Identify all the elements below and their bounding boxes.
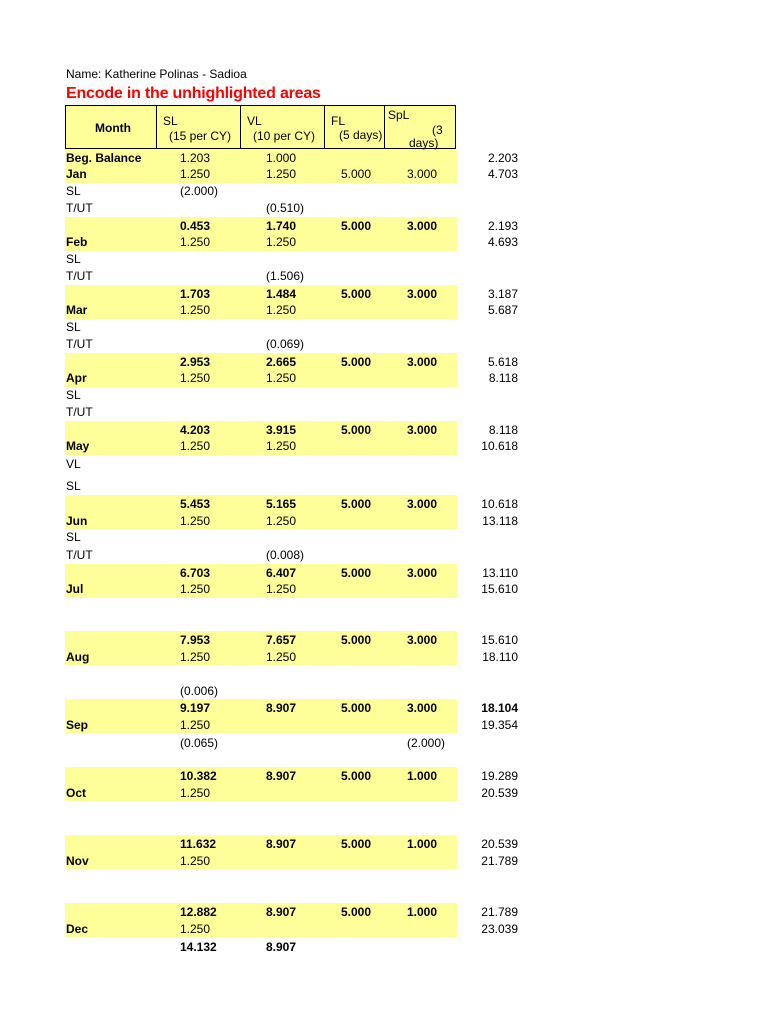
sl-value: 12.882	[180, 905, 217, 919]
spl-value: 3.000	[407, 423, 438, 437]
row-label: T/UT	[66, 548, 93, 562]
vl-value: 6.407	[266, 566, 297, 580]
sl-value: (2.000)	[180, 184, 219, 198]
sl-value: 9.197	[180, 701, 211, 715]
sl-value: 1.203	[180, 151, 211, 165]
fl-value: 5.000	[341, 287, 372, 301]
total-value: 21.789	[481, 854, 518, 868]
highlight-band	[65, 421, 457, 455]
sl-value: 1.250	[180, 303, 211, 317]
vl-value: 1.250	[266, 514, 297, 528]
spl-value: 3.000	[407, 701, 438, 715]
row-label: Jul	[66, 582, 84, 596]
header-vl-sub: (10 per CY)	[253, 129, 316, 143]
sl-value: 1.250	[180, 854, 211, 868]
spl-value: 3.000	[407, 167, 438, 181]
row-label: T/UT	[66, 405, 93, 419]
row-label: Beg. Balance	[66, 151, 142, 165]
sl-value: 10.382	[180, 769, 217, 783]
vl-value: 1.250	[266, 167, 297, 181]
sl-value: 1.250	[180, 514, 211, 528]
row-label: Aug	[66, 650, 90, 664]
row-label: Mar	[66, 303, 88, 317]
header-sl	[157, 106, 241, 148]
total-value: 23.039	[481, 922, 518, 936]
fl-value: 5.000	[341, 701, 372, 715]
row-label: Dec	[66, 922, 89, 936]
sl-value: 1.250	[180, 371, 211, 385]
vl-value: 8.907	[266, 940, 297, 954]
row-label: SL	[66, 388, 81, 402]
vl-value: 1.250	[266, 650, 297, 664]
row-label: Jun	[66, 514, 88, 528]
vl-value: 2.665	[266, 355, 297, 369]
total-value: 13.118	[482, 514, 518, 528]
sl-value: 5.453	[180, 497, 211, 511]
total-value: 13.110	[482, 566, 518, 580]
highlight-band	[65, 631, 457, 665]
row-label: Oct	[66, 786, 87, 800]
total-value: 10.618	[481, 497, 518, 511]
row-label: T/UT	[66, 201, 93, 215]
vl-value: (1.506)	[266, 269, 305, 283]
header-spl-sub: (3	[432, 123, 443, 137]
fl-value: 5.000	[341, 497, 372, 511]
vl-value: 8.907	[266, 701, 297, 715]
total-value: 10.618	[481, 439, 518, 453]
total-value: 4.703	[487, 167, 518, 181]
vl-value: 5.165	[266, 497, 297, 511]
vl-value: 8.907	[266, 905, 297, 919]
sl-value: 1.250	[180, 650, 211, 664]
spl-value: 3.000	[407, 497, 438, 511]
total-value: 19.354	[481, 718, 518, 732]
total-value: 18.104	[481, 701, 518, 715]
vl-value: 7.657	[266, 633, 297, 647]
row-label: T/UT	[66, 269, 93, 283]
fl-value: 5.000	[341, 837, 372, 851]
row-label: Jan	[66, 167, 87, 181]
total-value: 2.203	[487, 151, 518, 165]
sl-value: 1.250	[180, 786, 211, 800]
vl-value: 1.250	[266, 303, 297, 317]
total-value: 15.610	[481, 633, 518, 647]
vl-value: 8.907	[266, 769, 297, 783]
header-spl-sub-2: days)	[409, 136, 439, 150]
header-spl	[385, 106, 455, 148]
total-value: 15.610	[481, 582, 518, 596]
spl-value: 1.000	[407, 769, 438, 783]
spl-value: 3.000	[407, 355, 438, 369]
sl-value: 1.250	[180, 439, 211, 453]
highlight-band	[65, 285, 457, 319]
sl-value: (0.065)	[180, 736, 219, 750]
total-value: 3.187	[487, 287, 518, 301]
highlight-band	[65, 353, 457, 387]
instruction-title: Encode in the unhighlighted areas	[66, 85, 321, 102]
sl-value: 6.703	[180, 566, 211, 580]
sl-value: 4.203	[180, 423, 211, 437]
total-value: 5.618	[487, 355, 518, 369]
fl-value: 5.000	[341, 905, 372, 919]
total-value: 20.539	[481, 837, 518, 851]
spl-value: 3.000	[407, 287, 438, 301]
table-header	[65, 105, 456, 149]
spl-value: 3.000	[407, 633, 438, 647]
spl-value: 1.000	[407, 837, 438, 851]
sl-value: 2.953	[180, 355, 211, 369]
fl-value: 5.000	[341, 355, 372, 369]
highlight-band	[65, 564, 457, 598]
vl-value: 1.250	[266, 439, 297, 453]
vl-value: (0.510)	[266, 201, 305, 215]
employee-name: Name: Katherine Polinas - Sadioa	[66, 67, 247, 81]
row-label: Sep	[66, 718, 89, 732]
fl-value: 5.000	[341, 219, 372, 233]
vl-value: 1.250	[266, 371, 297, 385]
spl-value: 3.000	[407, 566, 438, 580]
row-label: SL	[66, 252, 81, 266]
highlight-band	[65, 767, 457, 801]
highlight-band	[65, 903, 457, 937]
total-value: 4.693	[487, 235, 518, 249]
vl-value: 1.740	[266, 219, 297, 233]
fl-value: 5.000	[341, 566, 372, 580]
fl-value: 5.000	[341, 423, 372, 437]
highlight-band	[65, 217, 457, 251]
sl-value: 1.250	[180, 235, 211, 249]
row-label: SL	[66, 320, 81, 334]
sl-value: 0.453	[180, 219, 211, 233]
sl-value: 1.250	[180, 582, 211, 596]
spl-value: 1.000	[407, 905, 438, 919]
highlight-band	[65, 835, 457, 869]
sl-value: 7.953	[180, 633, 211, 647]
spl-value: (2.000)	[407, 736, 446, 750]
vl-value: 8.907	[266, 837, 297, 851]
vl-value: 1.000	[266, 151, 297, 165]
header-vl	[241, 106, 325, 148]
total-value: 5.687	[487, 303, 518, 317]
row-label: SL	[66, 479, 81, 493]
total-value: 21.789	[481, 905, 518, 919]
sl-value: 11.632	[180, 837, 217, 851]
header-fl	[325, 106, 385, 148]
vl-value: 1.484	[266, 287, 297, 301]
header-fl-label: FL	[331, 114, 346, 128]
header-sl-label: SL	[163, 114, 178, 128]
highlight-band	[65, 495, 457, 529]
vl-value: (0.069)	[266, 337, 305, 351]
spl-value: 3.000	[407, 219, 438, 233]
fl-value: 5.000	[341, 167, 372, 181]
total-value: 19.289	[481, 769, 518, 783]
row-label: Apr	[66, 371, 87, 385]
vl-value: (0.008)	[266, 548, 305, 562]
highlight-band	[65, 699, 457, 733]
header-month	[66, 106, 157, 148]
row-label: T/UT	[66, 337, 93, 351]
fl-value: 5.000	[341, 769, 372, 783]
total-value: 2.193	[487, 219, 518, 233]
row-label: Nov	[66, 854, 89, 868]
header-fl-sub: (5 days)	[339, 128, 383, 142]
vl-value: 3.915	[266, 423, 297, 437]
total-value: 20.539	[481, 786, 518, 800]
header-month-label: Month	[95, 121, 131, 135]
row-label: SL	[66, 184, 81, 198]
row-label: Feb	[66, 235, 88, 249]
sl-value: 1.250	[180, 922, 211, 936]
row-label: May	[66, 439, 90, 453]
header-sl-sub: (15 per CY)	[169, 129, 232, 143]
sl-value: 1.250	[180, 718, 211, 732]
total-value: 8.118	[488, 371, 518, 385]
sl-value: (0.006)	[180, 684, 219, 698]
sl-value: 1.703	[180, 287, 211, 301]
total-value: 8.118	[488, 423, 518, 437]
sl-value: 1.250	[180, 167, 211, 181]
row-label: VL	[66, 457, 81, 471]
header-vl-label: VL	[247, 114, 262, 128]
vl-value: 1.250	[266, 235, 297, 249]
header-spl-label: SpL	[388, 108, 410, 122]
sl-value: 14.132	[180, 940, 217, 954]
row-label: SL	[66, 530, 81, 544]
fl-value: 5.000	[341, 633, 372, 647]
vl-value: 1.250	[266, 582, 297, 596]
total-value: 18.110	[482, 650, 518, 664]
